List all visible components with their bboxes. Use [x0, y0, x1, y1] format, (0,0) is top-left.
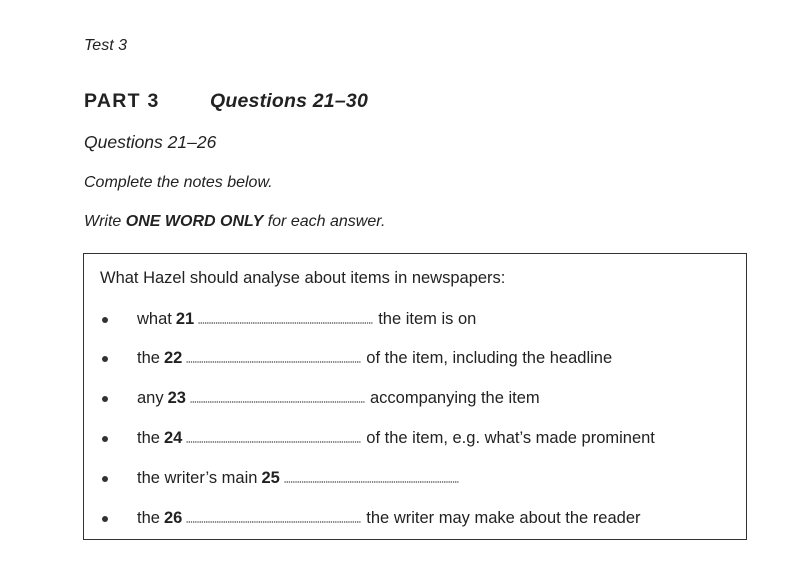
item-text-before: the	[137, 509, 160, 527]
answer-blank-25[interactable]	[284, 469, 459, 483]
part-label: PART 3	[84, 90, 160, 112]
test-label: Test 3	[84, 37, 127, 54]
note-item-22	[84, 349, 746, 371]
note-item-24	[84, 429, 746, 451]
note-item-21	[84, 310, 746, 332]
item-text-after: the writer may make about the reader	[366, 509, 641, 527]
answer-blank-23[interactable]	[190, 389, 365, 403]
instruction-word-limit	[84, 213, 385, 231]
note-item-25	[84, 469, 746, 491]
answer-blank-21[interactable]	[198, 310, 373, 324]
word-limit-emphasis: ONE WORD ONLY	[125, 213, 264, 230]
note-item-23	[84, 389, 746, 411]
part-heading	[84, 90, 368, 113]
instruction-prefix: Write	[84, 213, 126, 230]
item-text-after: of the item, including the headline	[366, 349, 613, 367]
question-number: 24	[163, 429, 183, 447]
item-text-before: the	[137, 429, 160, 447]
question-number: 26	[163, 509, 183, 527]
item-text-before: any	[137, 389, 164, 407]
notes-title: What Hazel should analyse about items in newspapers:	[100, 269, 506, 287]
item-text-after: the item is on	[378, 310, 477, 328]
answer-blank-24[interactable]	[186, 429, 361, 443]
question-number: 23	[167, 389, 186, 407]
answer-blank-22[interactable]	[186, 349, 361, 363]
questions-range: Questions 21–30	[210, 90, 368, 112]
question-number: 22	[163, 349, 183, 367]
instruction-suffix: for each answer.	[263, 213, 386, 230]
bullet-icon	[102, 436, 108, 442]
item-text-after: of the item, e.g. what’s made prominent	[366, 429, 655, 447]
item-text-after: accompanying the item	[369, 389, 540, 407]
instruction-complete-notes: Complete the notes below.	[84, 174, 273, 191]
questions-sub-heading: Questions 21–26	[84, 132, 217, 152]
question-number: 25	[261, 469, 280, 487]
answer-blank-26[interactable]	[186, 509, 361, 523]
note-item-26	[84, 509, 746, 531]
bullet-icon	[102, 317, 108, 323]
notes-box	[83, 253, 747, 540]
bullet-icon	[102, 356, 108, 362]
question-number: 21	[175, 310, 195, 328]
item-text-before: what	[137, 310, 172, 328]
bullet-icon	[102, 476, 108, 482]
item-text-before: the writer’s main	[137, 469, 258, 487]
item-text-before: the	[137, 349, 160, 367]
bullet-icon	[102, 396, 108, 402]
bullet-icon	[102, 516, 108, 522]
